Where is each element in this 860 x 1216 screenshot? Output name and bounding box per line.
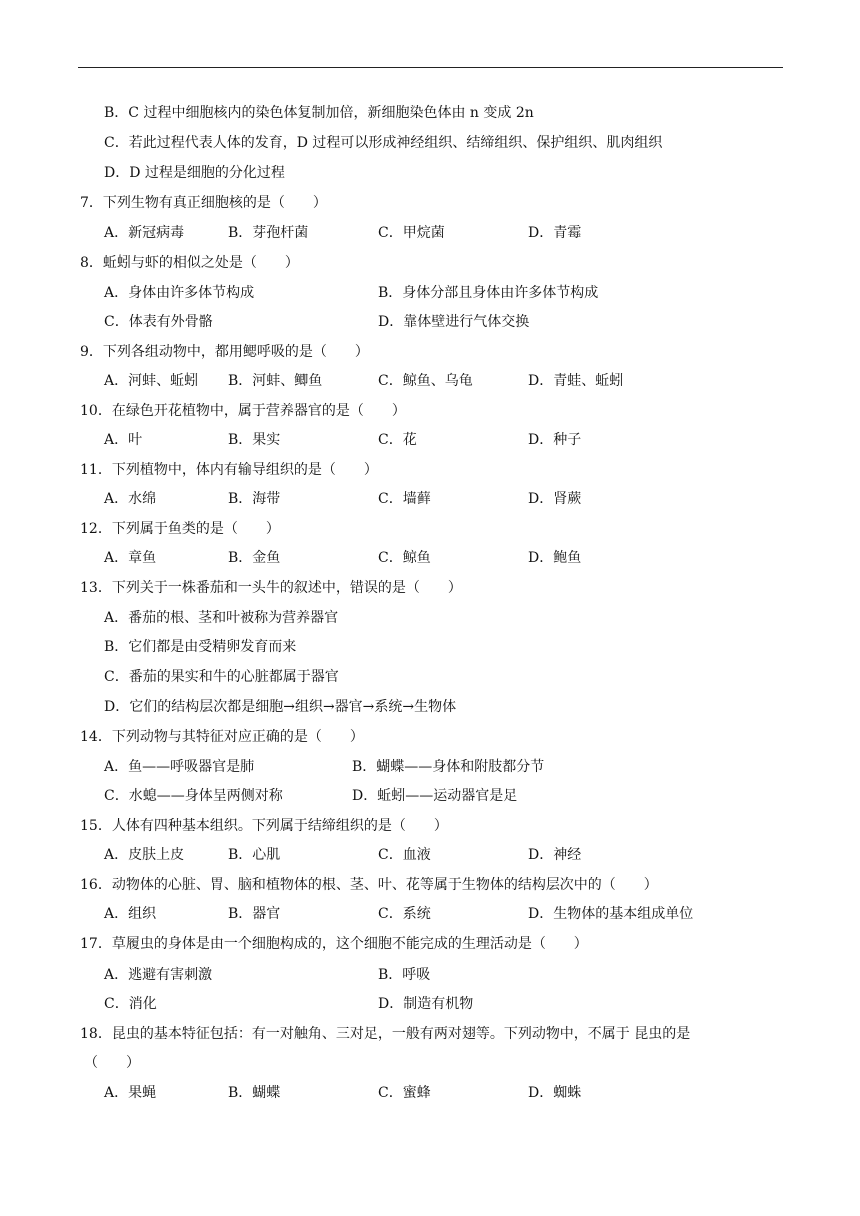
q7-option-c: C．甲烷菌 (378, 225, 445, 241)
q14-stem: 14．下列动物与其特征对应正确的是（ ） (80, 729, 364, 745)
q15-option-a: A．皮肤上皮 (104, 847, 185, 863)
q17-option-b: B．呼吸 (378, 967, 431, 983)
q11-option-d: D．肾蕨 (528, 491, 582, 507)
q11-option-a: A．水绵 (104, 491, 157, 507)
q16-option-a: A．组织 (104, 906, 157, 922)
q15-stem: 15．人体有四种基本组织。下列属于结缔组织的是（ ） (80, 818, 448, 834)
q6-option-b: B．C 过程中细胞核内的染色体复制加倍，新细胞染色体由 n 变成 2n (104, 105, 534, 121)
q8-option-a: A．身体由许多体节构成 (104, 285, 255, 301)
q18-option-b: B．蝴蝶 (228, 1085, 281, 1101)
q13-option-a: A．番茄的根、茎和叶被称为营养器官 (104, 610, 339, 626)
q9-option-c: C．鲸鱼、乌龟 (378, 373, 473, 389)
q18-stem: 18．昆虫的基本特征包括：有一对触角、三对足，一般有两对翅等。下列动物中，不属于 昆虫的是 (80, 1026, 691, 1042)
q9-option-a: A．河蚌、蚯蚓 (104, 373, 199, 389)
q12-option-b: B．金鱼 (228, 550, 281, 566)
q17-option-d: D．制造有机物 (378, 996, 474, 1012)
q17-option-c: C．消化 (104, 996, 157, 1012)
q12-option-d: D．鲍鱼 (528, 550, 582, 566)
q10-option-a: A．叶 (104, 432, 143, 448)
q7-option-a: A．新冠病毒 (104, 225, 185, 241)
q17-option-a: A．逃避有害刺激 (104, 967, 213, 983)
q11-option-c: C．墙藓 (378, 491, 431, 507)
q13-stem: 13．下列关于一株番茄和一头牛的叙述中，错误的是（ ） (80, 580, 462, 596)
q15-option-c: C．血液 (378, 847, 431, 863)
q13-option-c: C．番茄的果实和牛的心脏都属于器官 (104, 669, 339, 685)
q16-option-b: B．器官 (228, 906, 281, 922)
q8-option-c: C．体表有外骨骼 (104, 314, 213, 330)
q13-option-d: D．它们的结构层次都是细胞→组织→器官→系统→生物体 (104, 699, 457, 715)
q18-option-c: C．蜜蜂 (378, 1085, 431, 1101)
header-rule (78, 67, 783, 68)
q10-option-c: C．花 (378, 432, 417, 448)
q11-option-b: B．海带 (228, 491, 281, 507)
q16-option-c: C．系统 (378, 906, 431, 922)
q18-option-d: D．蜘蛛 (528, 1085, 582, 1101)
q10-stem: 10．在绿色开花植物中，属于营养器官的是（ ） (80, 403, 406, 419)
q15-option-b: B．心肌 (228, 847, 281, 863)
q16-option-d: D．生物体的基本组成单位 (528, 906, 694, 922)
q9-option-d: D．青蛙、蚯蚓 (528, 373, 624, 389)
q8-stem: 8．蚯蚓与虾的相似之处是（ ） (80, 255, 299, 271)
q8-option-b: B．身体分部且身体由许多体节构成 (378, 285, 599, 301)
q14-option-a: A．鱼——呼吸器官是肺 (104, 759, 255, 775)
q16-stem: 16．动物体的心脏、胃、脑和植物体的根、茎、叶、花等属于生物体的结构层次中的（ ） (80, 877, 658, 893)
q6-option-d: D．D 过程是细胞的分化过程 (104, 165, 285, 181)
q14-option-c: C．水螅——身体呈两侧对称 (104, 788, 283, 804)
q18-stem-continued: （ ） (84, 1055, 140, 1071)
q14-option-d: D．蚯蚓——运动器官是足 (352, 788, 518, 804)
q12-option-c: C．鲸鱼 (378, 550, 431, 566)
q8-option-d: D．靠体壁进行气体交换 (378, 314, 530, 330)
q10-option-b: B．果实 (228, 432, 281, 448)
q17-stem: 17．草履虫的身体是由一个细胞构成的，这个细胞不能完成的生理活动是（ ） (80, 936, 588, 952)
q13-option-b: B．它们都是由受精卵发育而来 (104, 639, 297, 655)
q7-option-b: B．芽孢杆菌 (228, 225, 309, 241)
q7-stem: 7．下列生物有真正细胞核的是（ ） (80, 195, 327, 211)
q10-option-d: D．种子 (528, 432, 582, 448)
q12-stem: 12．下列属于鱼类的是（ ） (80, 521, 280, 537)
q9-option-b: B．河蚌、鲫鱼 (228, 373, 323, 389)
q18-option-a: A．果蝇 (104, 1085, 157, 1101)
q14-option-b: B．蝴蝶——身体和附肢都分节 (352, 759, 545, 775)
q9-stem: 9．下列各组动物中，都用鳃呼吸的是（ ） (80, 344, 369, 360)
q7-option-d: D．青霉 (528, 225, 582, 241)
q15-option-d: D．神经 (528, 847, 582, 863)
q6-option-c: C．若此过程代表人体的发育，D 过程可以形成神经组织、结缔组织、保护组织、肌肉组织 (104, 135, 663, 151)
q12-option-a: A．章鱼 (104, 550, 157, 566)
q11-stem: 11．下列植物中，体内有输导组织的是（ ） (80, 462, 378, 478)
